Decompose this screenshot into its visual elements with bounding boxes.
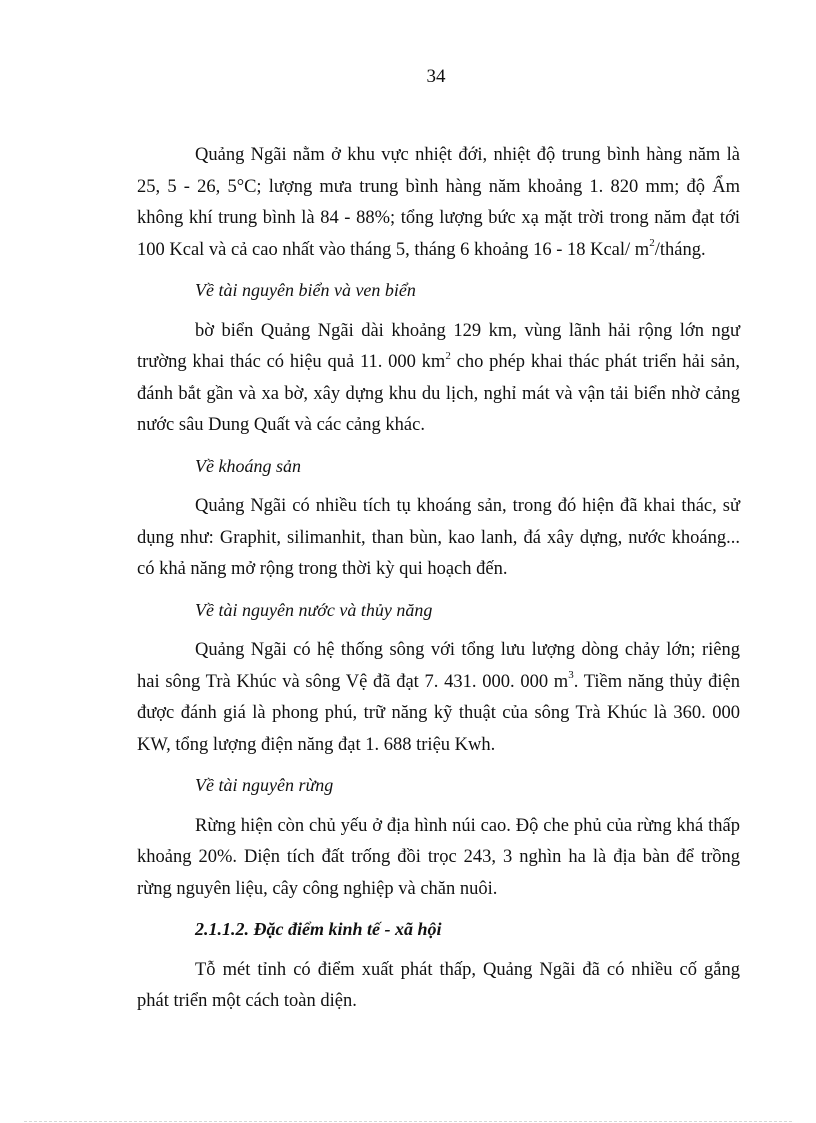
paragraph-climate-end: /tháng. [654, 239, 706, 260]
superscript-km2: 2 [445, 349, 451, 362]
paragraph-sea [137, 316, 740, 442]
subheading-forest-resources: Về tài nguyên rừng [195, 775, 334, 795]
paragraph-water-text: Quảng Ngãi có hệ thống sông với tổng lưu lượng dòng chảy lớn; riêng hai sông Trà Khúc và sông Vệ đã đạt 7. 431. 000. 000 m [137, 640, 740, 692]
paragraph-economy: Tỗ mét tỉnh có điểm xuất phát thấp, Quảng Ngãi đã có nhiều cố gắng phát triển một cách toàn diện. [137, 959, 740, 1011]
page-number: 34 [426, 66, 446, 87]
page-body [137, 140, 740, 1018]
paragraph-water [137, 635, 740, 761]
section-heading-economy: 2.1.1.2. Đặc điểm kinh tế - xã hội [195, 919, 442, 939]
paragraph-minerals: Quảng Ngãi có nhiều tích tụ khoáng sản, trong đó hiện đã khai thác, sử dụng như: Graphit, silimanhit, than bùn, kao lanh, đá xây dựng, nước khoáng... có khả năng mở rộng trong thời kỳ qui hoạch đến. [137, 496, 740, 579]
paragraph-climate [137, 140, 740, 266]
page-bottom-border [24, 1121, 792, 1122]
paragraph-climate-text: Quảng Ngãi nằm ở khu vực nhiệt đới, nhiệt độ trung bình hàng năm là 25, 5 - 26, 5°C; lượng mưa trung bình hàng năm khoảng 1. 820 mm; độ Ẩm không khí trung bình là 84 - 88%; tổng lượng bức xạ mặt trời trong năm đạt tới 100 Kcal và cả cao nhất vào tháng 5, tháng 6 khoảng 16 - 18 Kcal/ m [137, 145, 740, 260]
subheading-minerals: Về khoáng sản [195, 455, 301, 476]
superscript-m3: 3 [568, 669, 574, 682]
subheading-sea-resources: Về tài nguyên biển và ven biển [195, 280, 416, 300]
paragraph-water-text-end: . Tiềm năng thủy điện được đánh giá là phong phú, trữ năng kỹ thuật của sông Trà Khúc là 360. 000 KW, tổng lượng điện năng đạt 1. 688 triệu Kwh. [137, 671, 740, 755]
superscript-m2: 2 [649, 237, 655, 250]
paragraph-forest: Rừng hiện còn chủ yếu ở địa hình núi cao. Độ che phủ của rừng khá thấp khoảng 20%. Diện tích đất trống đồi trọc 243, 3 nghìn ha là địa bàn để trồng rừng nguyên liệu, cây công nghiệp và chăn nuôi. [137, 815, 740, 899]
paragraph-sea-text: bờ biển Quảng Ngãi dài khoảng 129 km, vùng lãnh hải rộng lớn ngư trường khai thác có hiệu quả 11. 000 km [137, 320, 740, 372]
subheading-water-resources: Về tài nguyên nước và thủy năng [195, 599, 433, 620]
paragraph-sea-text-end: cho phép khai thác phát triển hải sản, đánh bắt gần và xa bờ, xây dựng khu du lịch, nghỉ mát và vận tải biển nhờ cảng nước sâu Dung Quất và các cảng khác. [137, 352, 740, 435]
